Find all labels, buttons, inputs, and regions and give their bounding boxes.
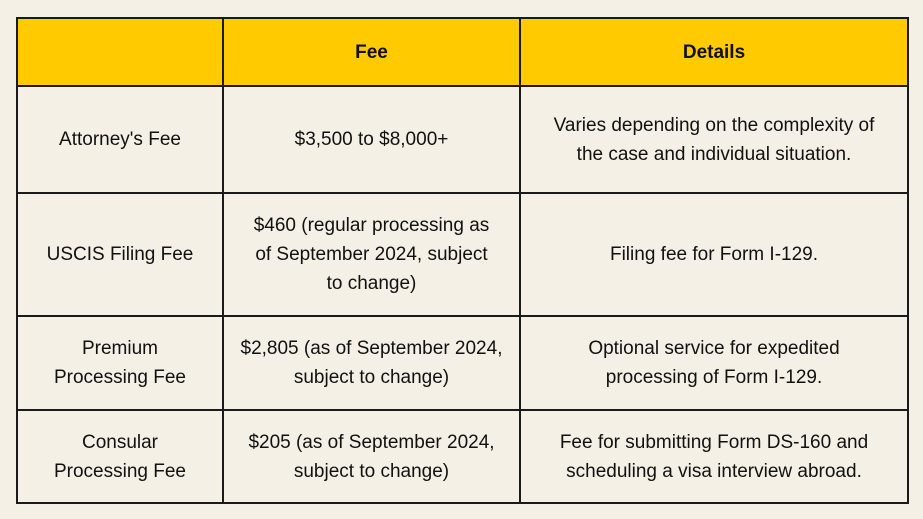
item-cell: Attorney's Fee <box>17 86 223 193</box>
fee-cell: $205 (as of September 2024, subject to change) <box>223 410 520 503</box>
item-cell: Premium Processing Fee <box>17 316 223 410</box>
table-header-row <box>17 18 908 86</box>
details-cell: Optional service for expedited processing of Form I-129. <box>520 316 908 410</box>
table-row <box>17 410 908 503</box>
header-details: Details <box>520 18 908 86</box>
details-cell: Fee for submitting Form DS-160 and scheduling a visa interview abroad. <box>520 410 908 503</box>
details-cell: Filing fee for Form I-129. <box>520 193 908 316</box>
header-fee: Fee <box>223 18 520 86</box>
table-row <box>17 193 908 316</box>
fee-cell: $460 (regular processing as of September 2024, subject to change) <box>223 193 520 316</box>
fee-cell: $3,500 to $8,000+ <box>223 86 520 193</box>
table-row <box>17 86 908 193</box>
item-cell: USCIS Filing Fee <box>17 193 223 316</box>
header-item <box>17 18 223 86</box>
fee-table <box>16 17 909 504</box>
details-cell: Varies depending on the complexity of the case and individual situation. <box>520 86 908 193</box>
table-row <box>17 316 908 410</box>
item-cell: Consular Processing Fee <box>17 410 223 503</box>
fee-cell: $2,805 (as of September 2024, subject to change) <box>223 316 520 410</box>
